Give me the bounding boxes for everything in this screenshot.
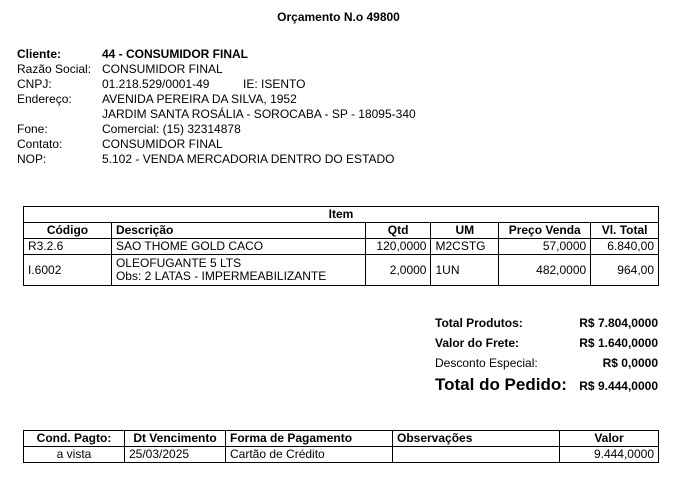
address-label: Endereço: — [17, 92, 72, 106]
pay-forma: Cartão de Crédito — [226, 447, 393, 463]
valor-frete-row — [433, 336, 660, 356]
totals-block — [433, 316, 660, 400]
item-total: 964,00 — [591, 255, 659, 286]
payment-header-row — [24, 431, 659, 447]
col-descricao: Descrição — [111, 223, 365, 239]
item-qtd: 2,0000 — [365, 255, 431, 286]
razao-label: Razão Social: — [17, 62, 92, 76]
col-observacoes: Observações — [393, 431, 560, 447]
item-descricao-cell — [111, 255, 365, 286]
razao-value: CONSUMIDOR FINAL — [102, 62, 223, 76]
item-preco: 57,0000 — [499, 239, 591, 255]
col-total: Vl. Total — [591, 223, 659, 239]
table-row — [24, 239, 659, 255]
client-value: 44 - CONSUMIDOR FINAL — [102, 47, 249, 61]
items-table-title: Item — [24, 207, 659, 223]
item-codigo: R3.2.6 — [24, 239, 112, 255]
col-cond-pagto: Cond. Pagto: — [24, 431, 125, 447]
item-um: 1UN — [431, 255, 499, 286]
pay-cond: a vista — [24, 447, 125, 463]
col-valor: Valor — [560, 431, 659, 447]
address-line2: JARDIM SANTA ROSÁLIA - SOROCABA - SP - 18095-340 — [102, 107, 416, 121]
total-pedido-row — [433, 376, 660, 400]
item-preco: 482,0000 — [499, 255, 591, 286]
nop-label: NOP: — [17, 152, 47, 166]
total-produtos-value: R$ 7.804,0000 — [579, 316, 658, 330]
item-codigo: I.6002 — [24, 255, 112, 286]
col-preco: Preço Venda — [499, 223, 591, 239]
total-produtos-label: Total Produtos: — [435, 316, 523, 330]
table-row — [24, 255, 659, 286]
contact-label: Contato: — [17, 137, 63, 151]
col-codigo: Código — [24, 223, 112, 239]
table-row — [24, 447, 659, 463]
pay-obs — [393, 447, 560, 463]
valor-frete-label: Valor do Frete: — [435, 336, 520, 350]
address-line1: AVENIDA PEREIRA DA SILVA, 1952 — [102, 92, 297, 106]
phone-label: Fone: — [17, 122, 48, 136]
cnpj-label: CNPJ: — [17, 77, 52, 91]
pay-valor: 9.444,0000 — [560, 447, 659, 463]
col-vencimento: Dt Vencimento — [125, 431, 226, 447]
desconto-row — [433, 356, 660, 376]
items-header-row — [24, 223, 659, 239]
item-total: 6.840,00 — [591, 239, 659, 255]
desconto-label: Desconto Especial: — [435, 356, 538, 370]
total-produtos-row — [433, 316, 660, 336]
item-um: M2CSTG — [431, 239, 499, 255]
pay-vencimento: 25/03/2025 — [125, 447, 226, 463]
contact-value: CONSUMIDOR FINAL — [102, 137, 223, 151]
item-descricao: SAO THOME GOLD CACO — [111, 239, 365, 255]
nop-value: 5.102 - VENDA MERCADORIA DENTRO DO ESTADO — [102, 152, 395, 166]
cnpj-value: 01.218.529/0001-49 — [102, 77, 210, 91]
col-qtd: Qtd — [365, 223, 431, 239]
items-table — [23, 206, 659, 286]
phone-value: Comercial: (15) 32314878 — [102, 122, 241, 136]
page-title: Orçamento N.o 49800 — [277, 10, 400, 24]
item-descricao: OLEOFUGANTE 5 LTS — [115, 256, 242, 270]
col-um: UM — [431, 223, 499, 239]
valor-frete-value: R$ 1.640,0000 — [579, 336, 658, 350]
client-label: Cliente: — [17, 47, 62, 61]
total-pedido-label: Total do Pedido: — [435, 375, 567, 394]
payment-table — [23, 430, 659, 463]
item-obs: Obs: 2 LATAS - IMPERMEABILIZANTE — [115, 269, 327, 283]
total-pedido-value: R$ 9.444,0000 — [579, 379, 658, 393]
desconto-value: R$ 0,0000 — [602, 356, 658, 370]
item-qtd: 120,0000 — [365, 239, 431, 255]
ie-value: IE: ISENTO — [243, 77, 306, 91]
col-forma-pagamento: Forma de Pagamento — [226, 431, 393, 447]
